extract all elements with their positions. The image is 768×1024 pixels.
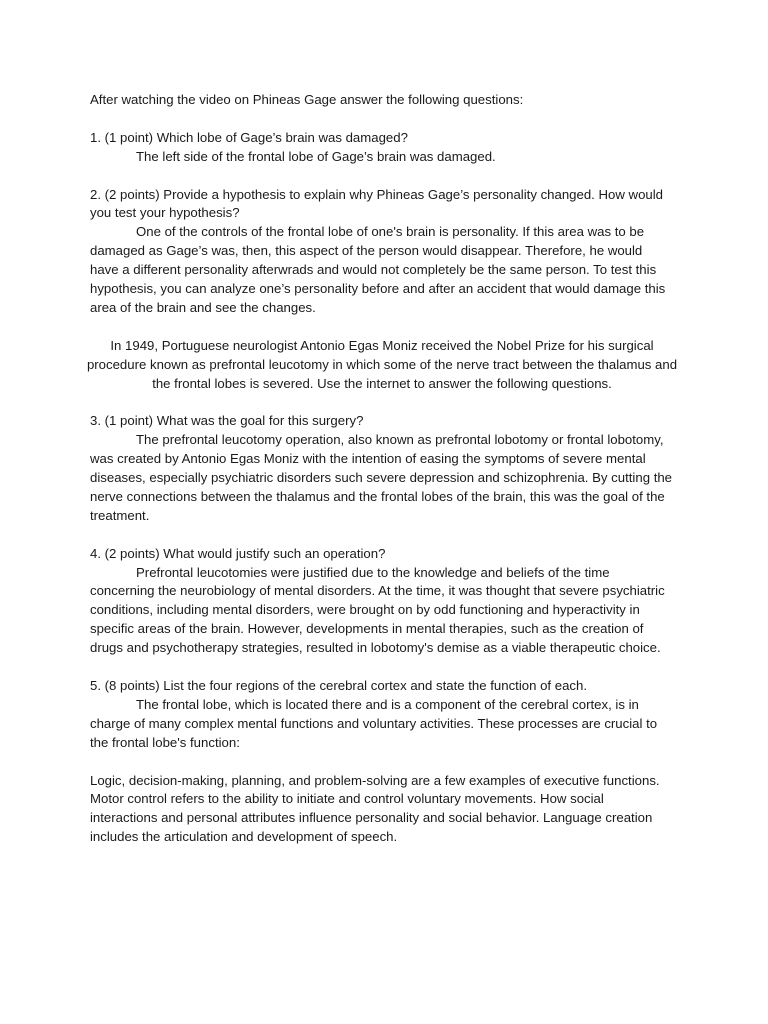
answer-5-continued: Logic, decision-making, planning, and problem-solving are a few examples of executive functions. Motor control refers to the ability to initiate and control voluntary movements. How social interactions and personal attributes influence personality and social behavior. Language creation includes the articulation and development of speech. xyxy=(90,772,660,845)
question-1: 1. (1 point) Which lobe of Gage’s brain was damaged? xyxy=(90,129,408,145)
answer-4: Prefrontal leucotomies were justified due to the knowledge and beliefs of the time concerning the neurobiology of mental disorders. At the time, it was thought that severe psychiatric conditions, including mental disorders, were brought on by odd functioning and hyperactivity in specific areas of the brain. However, developments in mental therapies, such as the creation of drugs and psychotherapy strategies, resulted in lobotomy's demise as a viable therapeutic choice. xyxy=(90,564,665,656)
answer-2: One of the controls of the frontal lobe of one's brain is personality. If this area was to be damaged as Gage’s was, then, this aspect of the person would disappear. Therefore, he would have a different personality afterwrads and would not completely be the same person. To test this hypothesis, you can analyze one’s personality before and after an accident that would damage this area of the brain and see the changes. xyxy=(90,224,666,315)
question-5: 5. (8 points) List the four regions of the cerebral cortex and state the function of each. xyxy=(90,678,588,693)
question-4: 4. (2 points) What would justify such an operation? xyxy=(90,545,386,561)
answer-5: The frontal lobe, which is located there and is a component of the cerebral cortex, is in charge of many complex mental functions and voluntary activities. These processes are crucial to the frontal lobe's function: xyxy=(90,696,658,750)
document-page xyxy=(86,91,678,847)
answer-1: The left side of the frontal lobe of Gage’s brain was damaged. xyxy=(136,148,496,164)
answer-3: The prefrontal leucotomy operation, also known as prefrontal lobotomy or frontal lobotomy, was created by Antonio Egas Moniz with the intention of easing the symptoms of severe mental diseases, especially psychiatric disorders such severe depression and schizophrenia. By cutting the nerve connections between the thalamus and the frontal lobes of the brain, this was the goal of the treatment. xyxy=(90,432,673,523)
intro-text: After watching the video on Phineas Gage answer the following questions: xyxy=(90,92,524,107)
context-paragraph: In 1949, Portuguese neurologist Antonio Egas Moniz received the Nobel Prize for his surgical procedure known as prefrontal leucotomy in which some of the nerve tract between the thalamus and the frontal lobes is severed. Use the internet to answer the following questions. xyxy=(86,337,678,391)
question-3: 3. (1 point) What was the goal for this surgery? xyxy=(90,413,364,429)
question-2: 2. (2 points) Provide a hypothesis to explain why Phineas Gage’s personality changed. How would you test your hypothesis? xyxy=(90,186,664,221)
